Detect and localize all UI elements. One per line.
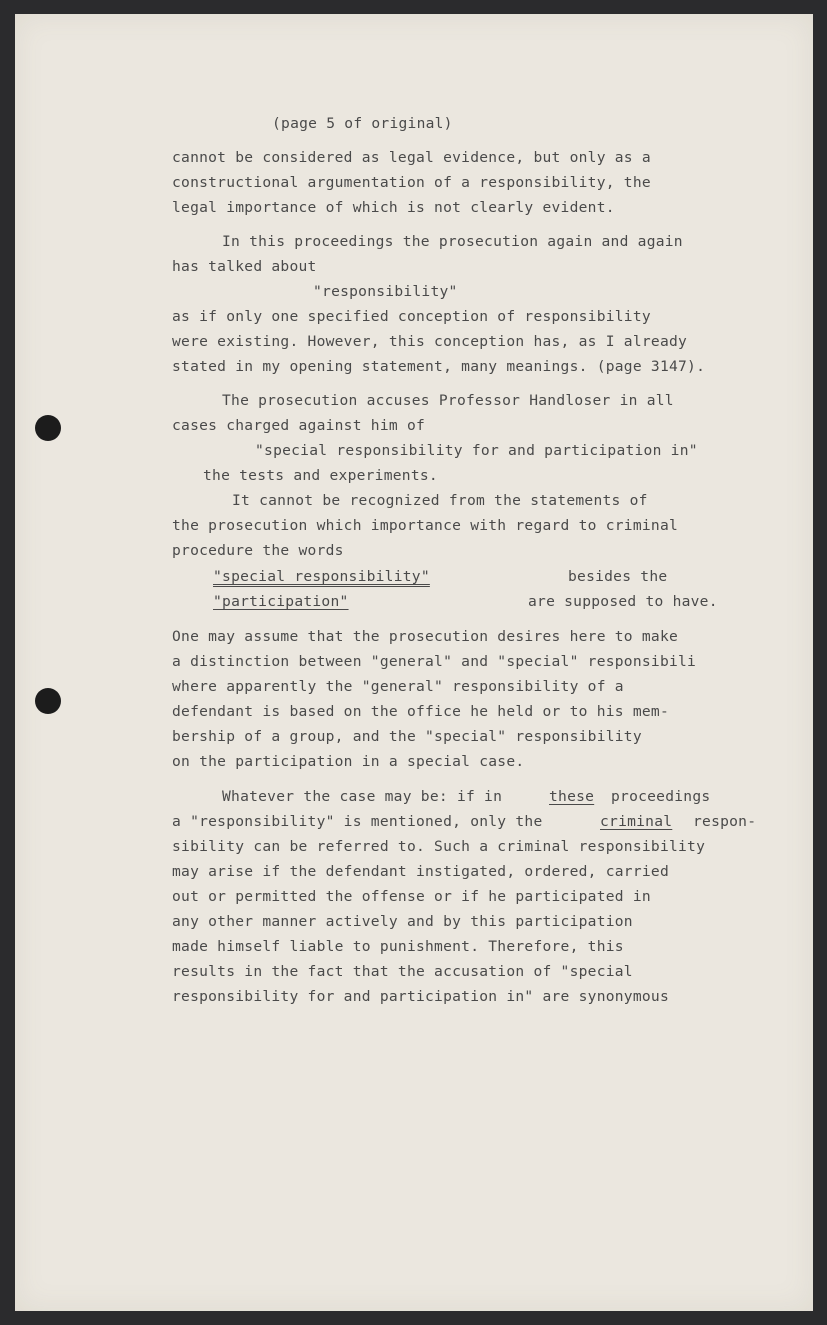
text-line: defendant is based on the office he held or to his mem- — [172, 703, 669, 720]
text-line: has talked about — [172, 258, 317, 275]
text-line: The prosecution accuses Professor Handloser in all — [222, 392, 674, 409]
punch-hole — [35, 688, 61, 714]
text-line-underlined: these — [549, 788, 595, 805]
page-header: (page 5 of original) — [272, 115, 453, 132]
text-line: are supposed to have. — [528, 593, 718, 610]
text-line: made himself liable to punishment. Therefore, this — [172, 938, 624, 955]
text-line: cases charged against him of — [172, 417, 426, 434]
text-line: procedure the words — [172, 542, 344, 559]
text-line: "special responsibility for and participation in" — [255, 442, 698, 459]
text-line: respon- — [693, 813, 757, 830]
text-line-underlined: "special responsibility" — [213, 568, 430, 585]
text-line-underlined: criminal — [600, 813, 673, 830]
text-line: results in the fact that the accusation of "special — [172, 963, 633, 980]
text-line: In this proceedings the prosecution again and again — [222, 233, 683, 250]
text-line: the tests and experiments. — [203, 467, 438, 484]
text-line: a "responsibility" is mentioned, only the — [172, 813, 543, 830]
text-line: besides the — [568, 568, 668, 585]
text-line: may arise if the defendant instigated, ordered, carried — [172, 863, 669, 880]
text-line: Whatever the case may be: if in — [222, 788, 503, 805]
text-line: One may assume that the prosecution desires here to make — [172, 628, 679, 645]
text-line: where apparently the "general" responsibility of a — [172, 678, 624, 695]
text-line: "responsibility" — [313, 283, 458, 300]
text-line: stated in my opening statement, many meanings. (page 3147). — [172, 358, 706, 375]
text-line: legal importance of which is not clearly evident. — [172, 199, 615, 216]
text-line: bership of a group, and the "special" responsibility — [172, 728, 642, 745]
text-line: the prosecution which importance with regard to criminal — [172, 517, 679, 534]
text-line: proceedings — [611, 788, 711, 805]
text-line: constructional argumentation of a responsibility, the — [172, 174, 651, 191]
punch-hole — [35, 415, 61, 441]
text-line: cannot be considered as legal evidence, but only as a — [172, 149, 651, 166]
text-line: a distinction between "general" and "special" responsibili — [172, 653, 697, 670]
text-line: on the participation in a special case. — [172, 753, 525, 770]
text-line: as if only one specified conception of responsibility — [172, 308, 651, 325]
text-line: were existing. However, this conception has, as I already — [172, 333, 688, 350]
text-line: any other manner actively and by this participation — [172, 913, 633, 930]
text-line: responsibility for and participation in" are synonymous — [172, 988, 669, 1005]
text-line: It cannot be recognized from the statements of — [232, 492, 648, 509]
text-line: out or permitted the offense or if he participated in — [172, 888, 651, 905]
text-line: sibility can be referred to. Such a criminal responsibility — [172, 838, 706, 855]
text-line-underlined: "participation" — [213, 593, 349, 610]
